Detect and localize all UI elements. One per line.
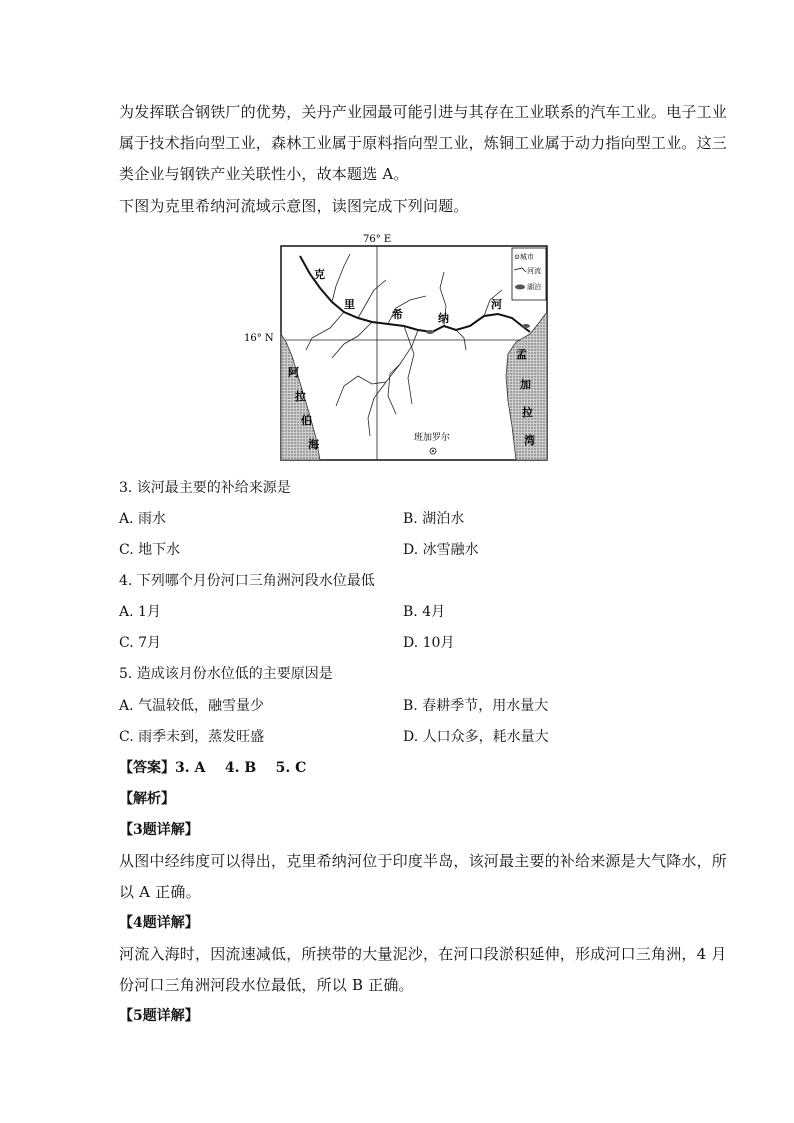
lake — [522, 324, 530, 328]
question-3-stem: 3. 该河最主要的补给来源是 — [119, 480, 291, 496]
question-5-stem: 5. 造成该月份水位低的主要原因是 — [119, 666, 333, 682]
river-char: 希 — [392, 308, 403, 321]
sea-char: 阿 — [288, 366, 299, 379]
q4-detail-heading: 【4题详解】 — [119, 915, 199, 931]
river-char: 纳 — [438, 312, 449, 325]
analysis-heading: 【解析】 — [119, 791, 175, 807]
q5-option-a: A. 气温较低，融雪量少 — [119, 698, 265, 714]
paragraph-line-2: 属于技术指向型工业，森林工业属于原料指向型工业，炼铜工业属于动力指向型工业。这三 — [119, 134, 728, 152]
sea-char: 拉 — [295, 390, 306, 403]
river-char: 克 — [314, 268, 325, 281]
paragraph-line-1: 为发挥联合钢铁厂的优势，关丹产业园最可能引进与其存在工业联系的汽车工业。电子工业 — [119, 103, 728, 121]
legend-lake: 湖泊 — [527, 283, 541, 291]
q3-option-c: C. 地下水 — [119, 542, 181, 558]
q3-detail-line-2: 以 A 正确。 — [119, 883, 201, 901]
q4-detail-line-1: 河流入海时，因流速减低，所挟带的大量泥沙，在河口段淤积延伸，形成河口三角洲，4 月 — [119, 945, 727, 963]
bay-char: 孟 — [516, 348, 527, 361]
q3-option-b: B. 湖泊水 — [403, 511, 465, 527]
sea-char: 伯 — [301, 414, 312, 427]
intro-text: 下图为克里希纳河流域示意图，读图完成下列问题。 — [119, 197, 469, 215]
answer-line: 【答案】3. A 4. B 5. C — [119, 760, 307, 776]
sea-char: 海 — [308, 438, 319, 451]
river-char: 里 — [344, 298, 355, 311]
q4-option-b: B. 4月 — [403, 604, 446, 620]
bay-char: 拉 — [522, 406, 533, 419]
legend-river: 河流 — [527, 267, 541, 275]
legend-lake-symbol — [515, 285, 525, 290]
q5-option-b: B. 春耕季节，用水量大 — [403, 698, 549, 714]
longitude-label: 76° E — [363, 234, 392, 245]
bay-char: 湾 — [524, 434, 535, 447]
question-4-stem: 4. 下列哪个月份河口三角洲河段水位最低 — [119, 573, 375, 589]
q3-option-d: D. 冰雪融水 — [403, 542, 479, 558]
q5-option-d: D. 人口众多，耗水量大 — [403, 729, 549, 745]
q4-option-c: C. 7月 — [119, 635, 162, 651]
q3-option-a: A. 雨水 — [119, 511, 167, 527]
bay-char: 加 — [520, 378, 531, 391]
q4-option-d: D. 10月 — [403, 635, 455, 651]
q3-detail-line-1: 从图中经纬度可以得出，克里希纳河位于印度半岛，该河最主要的补给来源是大气降水，所 — [119, 852, 728, 870]
q4-option-a: A. 1月 — [119, 604, 161, 620]
legend-city: ⊙城市 — [514, 253, 534, 261]
q4-detail-line-2: 份河口三角洲河段水位最低，所以 B 正确。 — [119, 976, 414, 994]
paragraph-line-3: 类企业与钢铁产业关联性小，故本题选 A。 — [119, 165, 409, 183]
krishna-basin-map — [240, 226, 555, 466]
q3-detail-heading: 【3题详解】 — [119, 822, 199, 838]
q5-option-c: C. 雨季未到，蒸发旺盛 — [119, 729, 265, 745]
city-label: 班加罗尔 — [414, 433, 451, 443]
river-char: 河 — [491, 298, 502, 311]
q5-detail-heading: 【5题详解】 — [119, 1008, 199, 1024]
latitude-label: 16° N — [244, 333, 274, 344]
lake — [426, 330, 434, 334]
